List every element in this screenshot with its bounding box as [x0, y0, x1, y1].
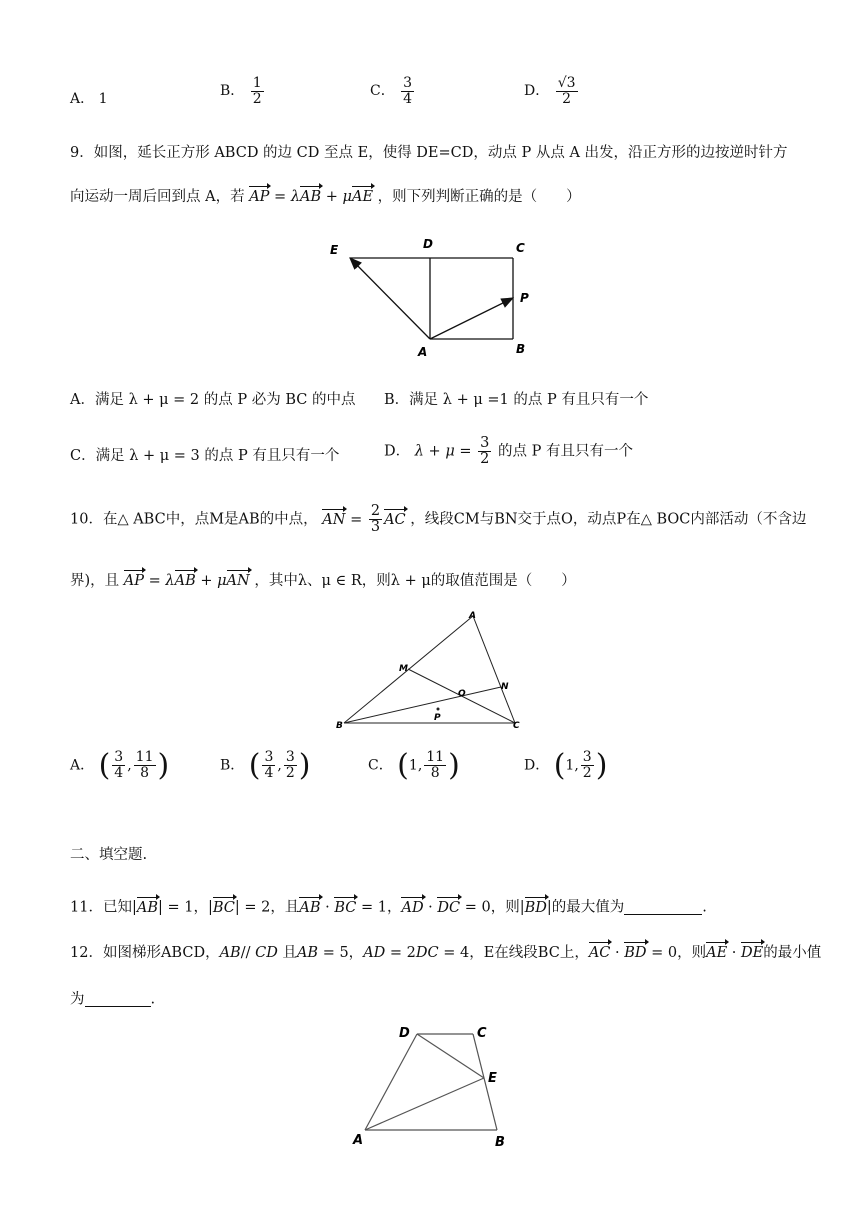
option-label: C．: [368, 757, 393, 774]
q12-trapezoid-figure: [345, 1018, 515, 1150]
numerator: 1: [252, 75, 262, 91]
text-segment: 界)，且: [70, 573, 120, 589]
denominator: 4: [403, 90, 413, 107]
option-label: A．: [70, 757, 95, 774]
q9-option-a[interactable]: A．满足 λ + μ = 2 的点 P 必为 BC 的中点: [70, 392, 356, 408]
label-c: C: [516, 241, 525, 255]
numerator: 3: [582, 749, 592, 766]
label-e: E: [330, 243, 339, 257]
label-c: C: [513, 721, 520, 731]
fraction: [401, 76, 414, 106]
option-label: A．: [70, 91, 95, 107]
section-title-fill-in: 二、填空题.: [70, 847, 148, 863]
label-m: M: [399, 664, 408, 674]
vector-equation: AP = λAB + μAN: [123, 573, 250, 589]
q10-option-d[interactable]: D． (1, $\frac{3}{2}$ ): [524, 748, 608, 783]
label-p: P: [520, 291, 529, 305]
q10-line-1: [70, 504, 806, 535]
label-c: C: [477, 1026, 487, 1041]
q10-triangle-figure: [332, 608, 532, 732]
numerator: 3: [264, 749, 274, 766]
label-d: D: [399, 1026, 410, 1041]
fraction: [478, 436, 491, 467]
q12-line-1: 12．如图梯形ABCD，AB// CD 且AB = 5，AD = 2DC = 4，E在线段BC上，AC · BD = 0，则AE · DE的最小值: [70, 945, 822, 961]
whole-number: 1: [565, 757, 575, 774]
option-label: D．: [384, 443, 411, 460]
numerator: 3: [403, 75, 413, 91]
text-segment: ，则: [490, 899, 520, 916]
point-p: [437, 708, 440, 711]
denominator: 2: [252, 90, 262, 107]
q9-option-b[interactable]: B．满足 λ + μ =1 的点 P 有且只有一个: [384, 392, 649, 408]
numerator: 11: [135, 749, 154, 766]
fraction: [251, 76, 264, 106]
label-b: B: [516, 342, 526, 356]
segment-ae: [365, 1078, 484, 1130]
numerator: 3: [114, 749, 124, 766]
q9-line-2: [70, 190, 581, 205]
text-segment: ，E在线段BC上，: [469, 945, 589, 961]
text-segment: .: [702, 899, 707, 916]
option-label: D．: [524, 757, 550, 774]
denominator: 2: [285, 765, 295, 781]
fraction: $\frac{2}{3}$: [370, 503, 381, 536]
q8-option-c[interactable]: [370, 76, 416, 106]
q10-option-c[interactable]: C． (1, $\frac{11}{8}$ ): [368, 748, 460, 783]
vector-equation: AP = λAB + μAE: [249, 189, 374, 205]
q8-option-a[interactable]: [70, 88, 108, 108]
option-label: D．: [524, 83, 550, 100]
text-segment: .: [150, 991, 156, 1008]
q10-line-2: [70, 574, 576, 589]
label-b: B: [336, 721, 343, 731]
q8-option-b[interactable]: [220, 76, 266, 106]
text-segment: 向运动一周后回到点 A，若: [70, 189, 245, 205]
text-segment: 的点 P 有且只有一个: [497, 443, 633, 460]
label-n: N: [501, 682, 509, 692]
numerator: 3: [285, 749, 295, 766]
q9-option-d[interactable]: D． λ + μ = $\frac{3}{2}$ 的点 P 有且只有一个: [384, 435, 633, 468]
numerator: 11: [426, 749, 445, 766]
label-b: B: [495, 1135, 505, 1150]
label-o: O: [458, 689, 466, 699]
option-value: 1: [98, 91, 108, 107]
denominator: 4: [264, 765, 274, 781]
segment-bn: [344, 687, 501, 723]
q9-line-1: 9．如图，延长正方形 ABCD 的边 CD 至点 E，使得 DE=CD，动点 P 从点 A 出发，沿正方形的边按逆时针方: [70, 145, 788, 161]
numerator: √3: [557, 75, 576, 91]
denominator: 2: [480, 451, 490, 468]
q10-option-b[interactable]: B． ( $\frac{3}{4}$ , $\frac{3}{2}$ ): [220, 748, 311, 783]
text-segment: 的最大值为: [551, 899, 625, 916]
q11-line: 11．已知|AB| = 1，|BC| = 2，且AB · BC = 1，AD · DC = 0，则|BD|的最大值为 .: [70, 899, 707, 916]
q9-option-c[interactable]: C．满足 λ + μ = 3 的点 P 有且只有一个: [70, 448, 340, 464]
denominator: 2: [582, 765, 592, 781]
answer-blank[interactable]: [85, 992, 151, 1007]
vector-ae: [350, 258, 430, 339]
option-label: C．: [370, 83, 395, 100]
denominator: 2: [562, 90, 572, 107]
numerator: 3: [480, 435, 490, 451]
text-segment: 11．已知|: [70, 899, 137, 916]
option-label: B．: [220, 757, 245, 774]
text-segment: 为: [70, 991, 85, 1008]
whole-number: 1: [408, 757, 418, 774]
denominator: 4: [114, 765, 124, 781]
text-segment: 12．如图梯形ABCD，: [70, 945, 220, 961]
label-e: E: [488, 1071, 497, 1086]
text-segment: ，其中λ、μ ∈ R，则λ + μ的取值范围是（ ）: [254, 573, 576, 589]
text-segment: ，线段CM与BN交于点O，动点P在△ BOC内部活动（不含边: [410, 511, 807, 528]
denominator: 8: [430, 765, 440, 781]
q8-option-d[interactable]: [524, 76, 580, 106]
denominator: 8: [140, 765, 150, 781]
segment-de: [417, 1034, 484, 1078]
label-d: D: [423, 237, 433, 251]
q10-option-a[interactable]: A． ( $\frac{3}{4}$ , $\frac{11}{8}$ ): [70, 748, 170, 783]
vector-equation: AN = $\frac{2}{3}$ AC: [322, 503, 406, 536]
segment-da: [365, 1034, 417, 1130]
text-segment: ，则下列判断正确的是（ ）: [377, 189, 581, 205]
segment-ac: [473, 616, 515, 723]
option-label: B．: [220, 83, 245, 100]
fraction: [556, 76, 578, 106]
label-a: A: [469, 611, 476, 621]
label-a: A: [353, 1133, 364, 1148]
text-segment: 的最小值: [763, 945, 822, 961]
label-a: A: [418, 345, 428, 359]
q12-line-2: [70, 992, 155, 1007]
answer-blank[interactable]: [624, 900, 702, 915]
text-segment: 10．在△ ABC中，点M是AB的中点，: [70, 511, 318, 528]
label-p: P: [434, 713, 441, 723]
q9-square-figure: [320, 232, 540, 362]
vector-ap: [430, 298, 513, 339]
